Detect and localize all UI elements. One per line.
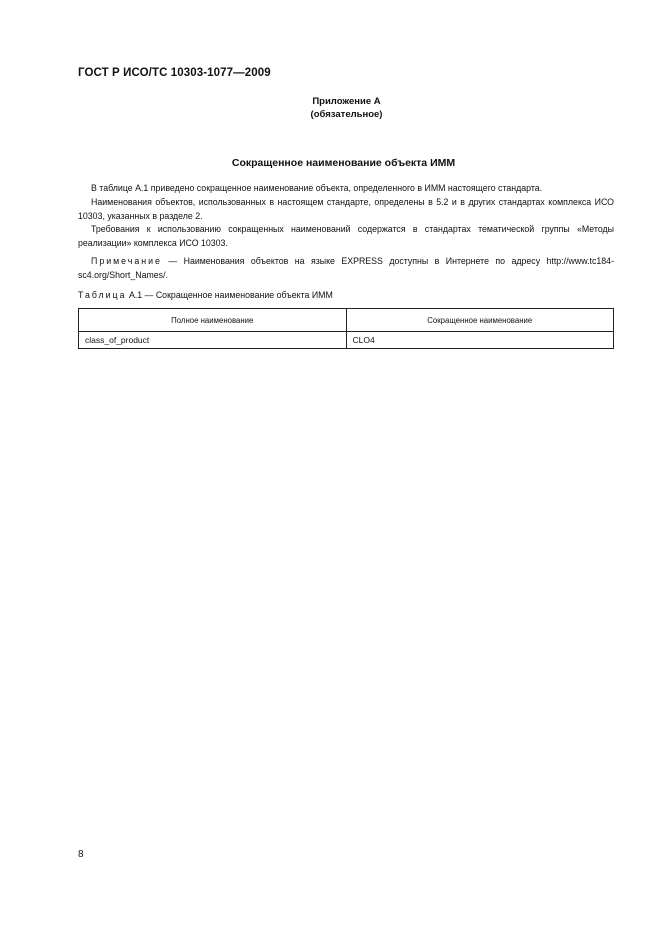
page-number: 8 <box>78 849 84 860</box>
table-caption <box>78 290 333 300</box>
table-caption-label: Таблица <box>78 290 127 300</box>
table-cell-short-name: CLO4 <box>346 332 614 349</box>
annex-status: (обязательное) <box>310 109 383 120</box>
table-row <box>79 332 614 349</box>
annex-title: Приложение А <box>312 96 381 107</box>
short-names-table <box>78 308 614 349</box>
note-label: Примечание <box>91 256 162 266</box>
note-text: — Наименования объектов на языке EXPRESS доступны в Интернете по адресу http://www.tc184-sc4.org/Short_Names/. <box>78 256 614 280</box>
paragraph-3: Требования к использованию сокращенных наименований содержатся в стандартах тематической группы «Методы реализации» комплекса ИСО 10303. <box>78 224 614 248</box>
table-cell-full-name: class_of_product <box>79 332 347 349</box>
paragraph-2: Наименования объектов, использованных в настоящем стандарте, определены в 5.2 и в других стандартах комплекса ИСО 10303, указанных в разделе 2. <box>78 197 614 221</box>
note <box>78 255 614 282</box>
section-title: Сокращенное наименование объекта ИММ <box>231 157 456 169</box>
paragraph-1: В таблице А.1 приведено сокращенное наименование объекта, определенного в ИММ настоящего стандарта. <box>91 183 543 193</box>
document-header: ГОСТ Р ИСО/ТС 10303-1077—2009 <box>78 67 271 79</box>
column-header-full-name: Полное наименование <box>79 309 347 332</box>
table-header-row <box>79 309 614 332</box>
table-caption-text: А.1 — Сокращенное наименование объекта ИММ <box>126 290 333 300</box>
column-header-short-name: Сокращенное наименование <box>346 309 614 332</box>
